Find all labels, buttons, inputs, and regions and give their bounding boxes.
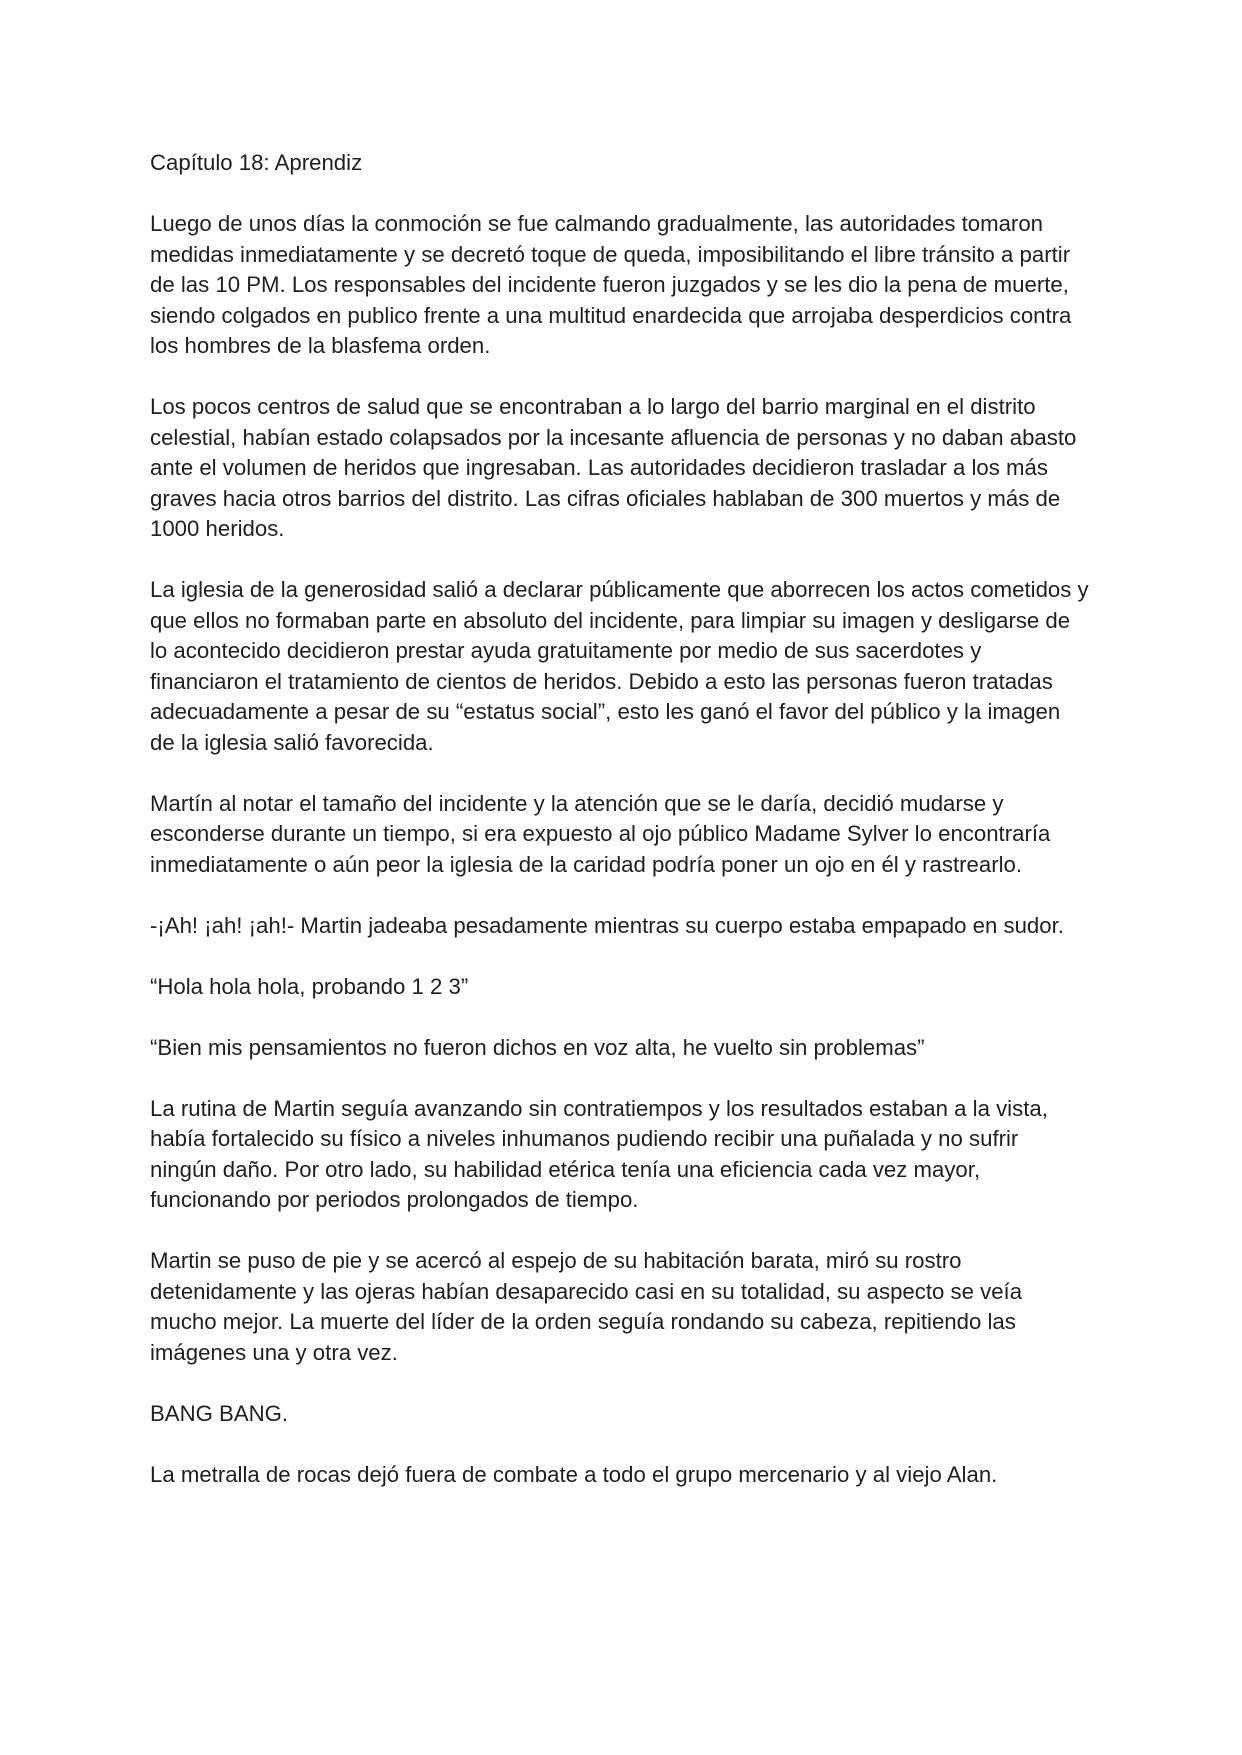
paragraph: Martin se puso de pie y se acercó al espejo de su habitación barata, miró su rostro detenidamente y las ojeras habían desaparecido casi en su totalidad, su aspecto se veía mucho mejor. La muerte del líder de la orden seguía rondando su cabeza, repitiendo las imágenes una y otra vez. xyxy=(150,1248,1023,1365)
paragraph: La rutina de Martin seguía avanzando sin contratiempos y los resultados estaban a la vista, había fortalecido su físico a niveles inhumanos pudiendo recibir una puñalada y no sufrir ningún daño. Por otro lado, su habilidad etérica tenía una eficiencia cada vez mayor, funcionando por periodos prolongados de tiempo. xyxy=(150,1095,1048,1212)
document-body xyxy=(150,148,1090,1521)
paragraph: La metralla de rocas dejó fuera de combate a todo el grupo mercenario y al viejo Alan. xyxy=(150,1461,998,1487)
paragraph: BANG BANG. xyxy=(150,1400,289,1426)
paragraph: Martín al notar el tamaño del incidente y la atención que se le daría, decidió mudarse y esconderse durante un tiempo, si era expuesto al ojo público Madame Sylver lo encontraría inmediatamente o aún peor la iglesia de la caridad podría poner un ojo en él y rastrearlo. xyxy=(150,790,1051,877)
chapter-title: Capítulo 18: Aprendiz xyxy=(150,150,363,175)
paragraph: “Bien mis pensamientos no fueron dichos en voz alta, he vuelto sin problemas” xyxy=(150,1034,925,1060)
paragraph: Luego de unos días la conmoción se fue calmando gradualmente, las autoridades tomaron medidas inmediatamente y se decretó toque de queda, imposibilitando el libre tránsito a partir de las 10 PM. Los responsables del incidente fueron juzgados y se les dio la pena de muerte, siendo colgados en publico frente a una multitud enardecida que arrojaba desperdicios contra los hombres de la blasfema orden. xyxy=(150,211,1072,358)
paragraph: Los pocos centros de salud que se encontraban a lo largo del barrio marginal en el distrito celestial, habían estado colapsados por la incesante afluencia de personas y no daban abasto ante el volumen de heridos que ingresaban. Las autoridades decidieron trasladar a los más graves hacia otros barrios del distrito. Las cifras oficiales hablaban de 300 muertos y más de 1000 heridos. xyxy=(150,394,1077,541)
paragraph: -¡Ah! ¡ah! ¡ah!- Martin jadeaba pesadamente mientras su cuerpo estaba empapado en sudor. xyxy=(150,912,1064,938)
paragraph: “Hola hola hola, probando 1 2 3” xyxy=(150,973,469,999)
paragraph: La iglesia de la generosidad salió a declarar públicamente que aborrecen los actos cometidos y que ellos no formaban parte en absoluto del incidente, para limpiar su imagen y desligarse de lo acontecido decidieron prestar ayuda gratuitamente por medio de sus sacerdotes y financiaron el tratamiento de cientos de heridos. Debido a esto las personas fueron tratadas adecuadamente a pesar de su “estatus social”, esto les ganó el favor del público y la imagen de la iglesia salió favorecida. xyxy=(150,577,1089,755)
